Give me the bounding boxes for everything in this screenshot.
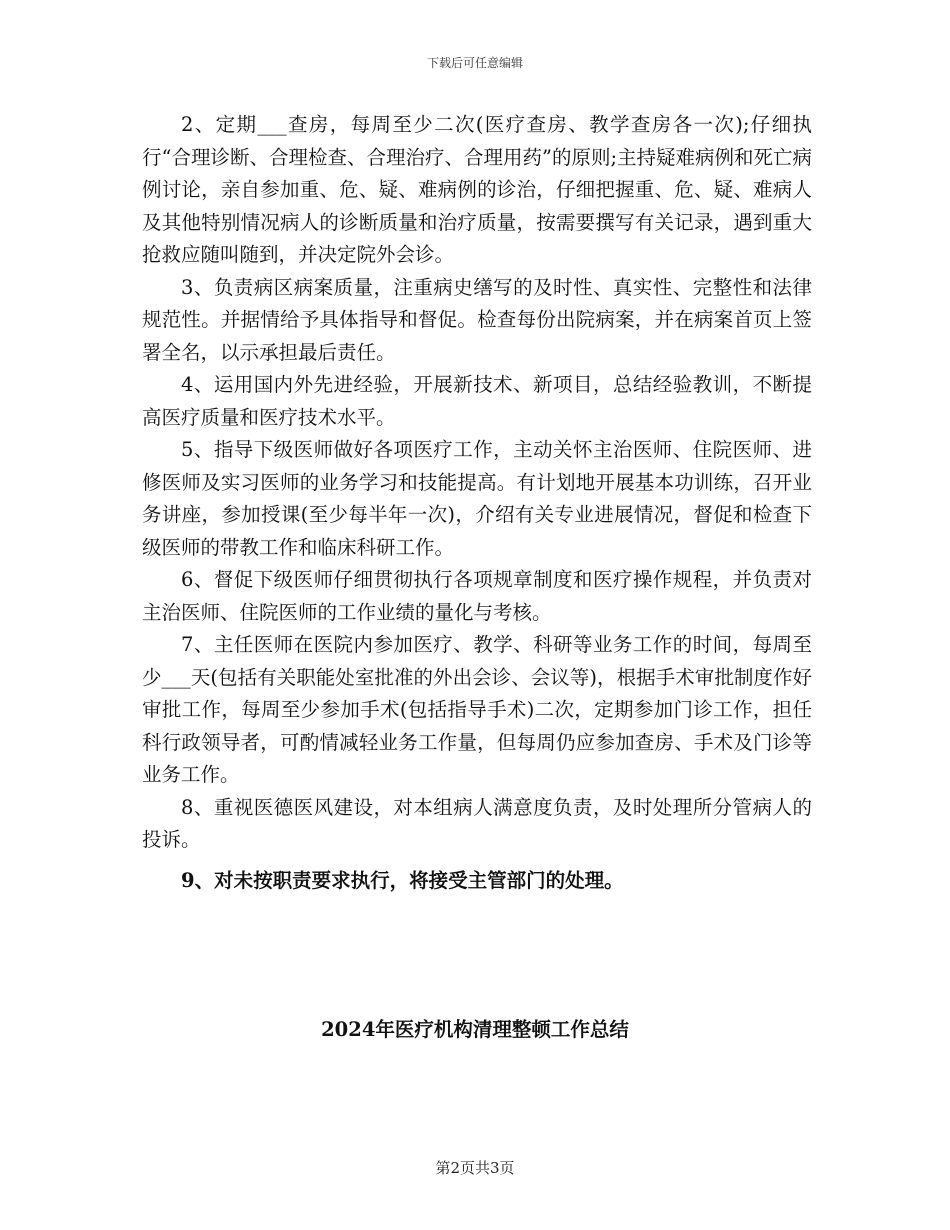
paragraph-7: 7、主任医师在医院内参加医疗、教学、科研等业务工作的时间，每周至少___天(包括有关职能处室批准的外出会诊、会议等)，根据手术审批制度作好审批工作，每周至少参加手术(包括指导手术)二次，定期参加门诊工作，担任科行政领导者，可酌情减轻业务工作量，但每周仍应参加查房、手术及门诊等业务工作。: [142, 633, 812, 786]
paragraph-2: 2、定期___查房，每周至少二次(医疗查房、教学查房各一次);仔细执行“合理诊断、合理检查、合理治疗、合理用药”的原则;主持疑难病例和死亡病例讨论，亲自参加重、危、疑、难病例的诊治，仔细把握重、危、疑、难病人及其他特别情况病人的诊断质量和治疗质量，按需要撰写有关记录，遇到重大抢救应随叫随到，并决定院外会诊。: [142, 113, 813, 266]
paragraph-8: 8、重视医德医风建设，对本组病人满意度负责，及时处理所分管病人的投诉。: [142, 795, 812, 851]
header-note: 下载后可任意编辑: [426, 56, 523, 70]
paragraph-6: 6、督促下级医师仔细贯彻执行各项规章制度和医疗操作规程，并负责对主治医师、住院医师的工作业绩的量化与考核。: [142, 568, 812, 624]
paragraph-5: 5、指导下级医师做好各项医疗工作，主动关怀主治医师、住院医师、进修医师及实习医师的业务学习和技能提高。有计划地开展基本功训练，召开业务讲座，参加授课(至少每半年一次)，介绍有关专业进展情况，督促和检查下级医师的带教工作和临床科研工作。: [142, 438, 812, 559]
paragraph-3: 3、负责病区病案质量，注重病史缮写的及时性、真实性、完整性和法律规范性。并据情给予具体指导和督促。检查每份出院病案，并在病案首页上签署全名，以示承担最后责任。: [142, 275, 812, 364]
paragraph-4: 4、运用国内外先进经验，开展新技术、新项目，总结经验教训，不断提高医疗质量和医疗技术水平。: [142, 373, 812, 429]
document-body: [142, 109, 812, 897]
page-number: 第2页共3页: [435, 1159, 515, 1177]
section-title: 2024年医疗机构清理整顿工作总结: [321, 1018, 629, 1041]
paragraph-9-bold: 9、对未按职责要求执行，将接受主管部门的处理。: [181, 868, 624, 892]
